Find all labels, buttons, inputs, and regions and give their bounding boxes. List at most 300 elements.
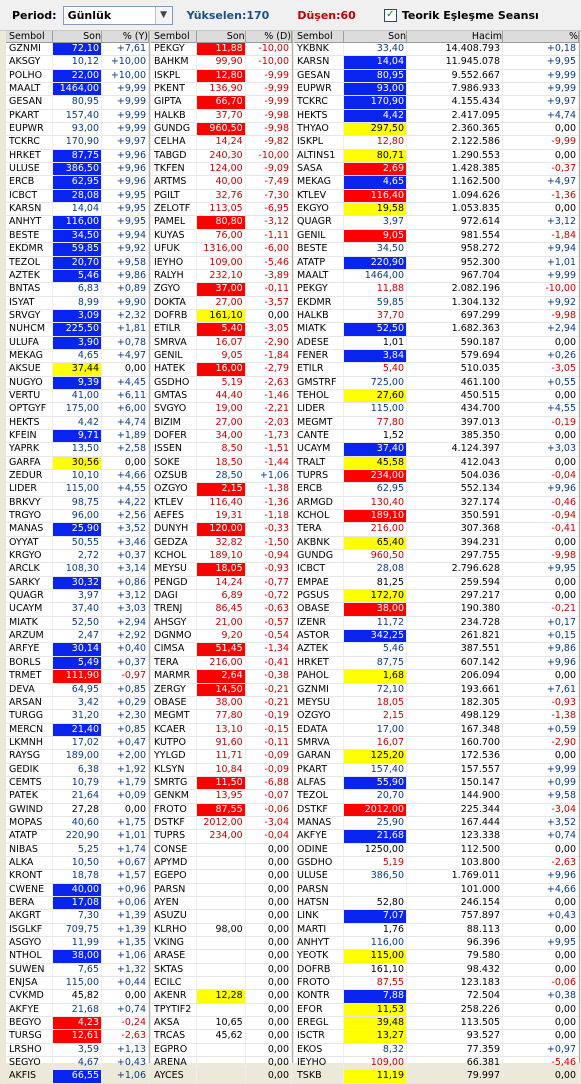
table-row[interactable] <box>294 56 579 69</box>
table-row[interactable] <box>151 323 292 336</box>
table-row[interactable] <box>294 710 579 723</box>
table-row[interactable] <box>6 70 149 83</box>
table-row[interactable] <box>151 990 292 1003</box>
table-row[interactable] <box>151 790 292 803</box>
table-row[interactable] <box>6 350 149 363</box>
table-row[interactable] <box>294 577 579 590</box>
cell-volume: 96.396 <box>407 937 503 949</box>
column-header-change[interactable]: % (D) <box>246 31 292 42</box>
table-row[interactable] <box>151 977 292 990</box>
table-row[interactable] <box>6 830 149 843</box>
cell-volume: 697.299 <box>407 310 503 322</box>
table-row[interactable] <box>294 1070 579 1083</box>
table-row[interactable] <box>151 390 292 403</box>
table-row[interactable] <box>294 897 579 910</box>
table-row[interactable] <box>294 950 579 963</box>
table-row[interactable] <box>294 43 579 56</box>
table-row[interactable] <box>6 43 149 56</box>
cell-change-percent: 0,00 <box>503 924 579 936</box>
table-row[interactable] <box>6 56 149 69</box>
column-header-volume[interactable]: Hacim <box>407 31 503 42</box>
table-row[interactable] <box>294 1017 579 1030</box>
cell-change-percent: +3,12 <box>102 590 149 602</box>
table-row[interactable] <box>151 1017 292 1030</box>
table-row[interactable] <box>6 377 149 390</box>
column-header-symbol[interactable]: Sembol <box>294 31 344 42</box>
table-row[interactable] <box>151 537 292 550</box>
table-row[interactable] <box>151 1044 292 1057</box>
column-header-last[interactable]: Son <box>197 31 245 42</box>
cell-change-percent: +4,97 <box>102 350 149 362</box>
table-row[interactable] <box>6 737 149 750</box>
cell-volume: 579.694 <box>407 350 503 362</box>
table-row[interactable] <box>151 764 292 777</box>
table-row[interactable] <box>151 297 292 310</box>
cell-last-price: 21,64 <box>53 790 102 802</box>
table-row[interactable] <box>151 724 292 737</box>
table-row[interactable] <box>151 697 292 710</box>
column-header-change[interactable]: % <box>503 31 579 42</box>
table-row[interactable] <box>294 790 579 803</box>
table-row[interactable] <box>294 150 579 163</box>
table-row[interactable] <box>151 1057 292 1070</box>
table-row[interactable] <box>6 710 149 723</box>
table-row[interactable] <box>294 203 579 216</box>
table-row[interactable] <box>6 617 149 630</box>
table-row[interactable] <box>151 550 292 563</box>
table-row[interactable] <box>6 1017 149 1030</box>
table-row[interactable] <box>151 804 292 817</box>
theoretical-session-toggle[interactable] <box>384 9 539 22</box>
table-row[interactable] <box>151 123 292 136</box>
table-row[interactable] <box>294 884 579 897</box>
cell-change-percent: +2,56 <box>102 510 149 522</box>
table-row[interactable] <box>151 563 292 576</box>
table-row[interactable] <box>151 884 292 897</box>
cell-last-price: 3,90 <box>53 337 102 349</box>
table-row[interactable] <box>6 110 149 123</box>
table-row[interactable] <box>294 443 579 456</box>
table-row[interactable] <box>294 497 579 510</box>
table-row[interactable] <box>6 96 149 109</box>
cell-symbol: OZGYO <box>151 483 197 495</box>
table-row[interactable] <box>6 283 149 296</box>
table-row[interactable] <box>294 777 579 790</box>
table-row[interactable] <box>151 657 292 670</box>
cell-symbol: GMSTRF <box>294 377 344 389</box>
table-row[interactable] <box>6 216 149 229</box>
table-row[interactable] <box>294 924 579 937</box>
table-row[interactable] <box>6 123 149 136</box>
table-row[interactable] <box>294 257 579 270</box>
table-row[interactable] <box>294 310 579 323</box>
cell-symbol: LIDER <box>294 403 344 415</box>
table-row[interactable] <box>6 697 149 710</box>
table-row[interactable] <box>6 497 149 510</box>
table-row[interactable] <box>294 964 579 977</box>
table-row[interactable] <box>6 657 149 670</box>
cell-change-percent: -0,41 <box>503 523 579 535</box>
cell-symbol: SMRVA <box>151 337 197 349</box>
table-row[interactable] <box>151 257 292 270</box>
table-row[interactable] <box>294 817 579 830</box>
cell-last-price <box>197 884 245 896</box>
table-row[interactable] <box>294 297 579 310</box>
table-row[interactable] <box>6 817 149 830</box>
table-row[interactable] <box>151 1070 292 1083</box>
table-row[interactable] <box>151 710 292 723</box>
table-row[interactable] <box>294 390 579 403</box>
table-row[interactable] <box>151 270 292 283</box>
chevron-down-icon[interactable]: ▼ <box>155 7 172 24</box>
table-row[interactable] <box>294 243 579 256</box>
table-row[interactable] <box>6 457 149 470</box>
cell-volume: 150.147 <box>407 777 503 789</box>
table-row[interactable] <box>6 550 149 563</box>
table-row[interactable] <box>151 750 292 763</box>
table-row[interactable] <box>151 603 292 616</box>
table-row[interactable] <box>294 430 579 443</box>
cell-change-percent: +10,00 <box>102 70 149 82</box>
table-row[interactable] <box>6 1070 149 1083</box>
cell-change-percent: +6,11 <box>102 390 149 402</box>
table-row[interactable] <box>151 830 292 843</box>
table-row[interactable] <box>151 670 292 683</box>
table-row[interactable] <box>151 96 292 109</box>
cell-last-price: 93,00 <box>344 83 407 95</box>
table-row[interactable] <box>6 136 149 149</box>
table-row[interactable] <box>6 150 149 163</box>
table-row[interactable] <box>294 657 579 670</box>
table-row[interactable] <box>294 844 579 857</box>
table-header <box>6 31 149 43</box>
table-row[interactable] <box>294 910 579 923</box>
table-row[interactable] <box>294 697 579 710</box>
table-row[interactable] <box>6 443 149 456</box>
cell-change-percent: 0,00 <box>503 430 579 442</box>
table-row[interactable] <box>151 777 292 790</box>
table-row[interactable] <box>6 190 149 203</box>
table-row[interactable] <box>151 470 292 483</box>
cell-change-percent: +4,22 <box>102 497 149 509</box>
table-row[interactable] <box>6 563 149 576</box>
cell-last-price: 62,95 <box>53 176 102 188</box>
table-row[interactable] <box>151 897 292 910</box>
table-row[interactable] <box>294 764 579 777</box>
table-row[interactable] <box>6 230 149 243</box>
table-row[interactable] <box>6 924 149 937</box>
table-row[interactable] <box>151 643 292 656</box>
cell-last-price: 30,14 <box>53 643 102 655</box>
table-row[interactable] <box>294 123 579 136</box>
table-row[interactable] <box>151 83 292 96</box>
cell-volume: 246.154 <box>407 897 503 909</box>
table-row[interactable] <box>151 590 292 603</box>
table-row[interactable] <box>294 977 579 990</box>
table-row[interactable] <box>6 977 149 990</box>
table-row[interactable] <box>6 937 149 950</box>
checkbox-icon[interactable]: ✓ <box>384 9 397 22</box>
table-row[interactable] <box>151 617 292 630</box>
falling-count: Düşen:60 <box>297 8 356 22</box>
cell-symbol: CELHA <box>151 136 197 148</box>
table-row[interactable] <box>6 964 149 977</box>
table-row[interactable] <box>294 417 579 430</box>
table-row[interactable] <box>294 630 579 643</box>
table-row[interactable] <box>294 176 579 189</box>
table-row[interactable] <box>6 323 149 336</box>
table-row[interactable] <box>294 83 579 96</box>
table-row[interactable] <box>151 510 292 523</box>
table-row[interactable] <box>294 590 579 603</box>
table-row[interactable] <box>151 937 292 950</box>
cell-last-price: 4,65 <box>53 350 102 362</box>
table-row[interactable] <box>294 483 579 496</box>
table-row[interactable] <box>294 750 579 763</box>
table-row[interactable] <box>6 577 149 590</box>
table-row[interactable] <box>294 724 579 737</box>
table-row[interactable] <box>294 990 579 1003</box>
cell-volume: 297.217 <box>407 590 503 602</box>
cell-last-price: 1,52 <box>344 430 407 442</box>
table-row[interactable] <box>151 110 292 123</box>
cell-change-percent: -0,21 <box>503 603 579 615</box>
table-row[interactable] <box>6 430 149 443</box>
table-row[interactable] <box>151 950 292 963</box>
table-row[interactable] <box>294 857 579 870</box>
table-row[interactable] <box>294 830 579 843</box>
table-row[interactable] <box>6 870 149 883</box>
table-row[interactable] <box>151 56 292 69</box>
table-row[interactable] <box>294 323 579 336</box>
cell-last-price: 115,00 <box>344 950 407 962</box>
table-row[interactable] <box>151 417 292 430</box>
table-row[interactable] <box>6 750 149 763</box>
table-row[interactable] <box>6 176 149 189</box>
table-row[interactable] <box>294 470 579 483</box>
table-row[interactable] <box>6 790 149 803</box>
table-row[interactable] <box>6 884 149 897</box>
table-row[interactable] <box>294 136 579 149</box>
cell-volume: 123.183 <box>407 977 503 989</box>
table-row[interactable] <box>6 203 149 216</box>
table-row[interactable] <box>6 470 149 483</box>
table-row[interactable] <box>294 363 579 376</box>
table-row[interactable] <box>294 737 579 750</box>
cell-change-percent: -1,36 <box>246 497 292 509</box>
table-row[interactable] <box>6 643 149 656</box>
column-header-last[interactable]: Son <box>344 31 407 42</box>
table-row[interactable] <box>294 804 579 817</box>
table-row[interactable] <box>6 270 149 283</box>
table-row[interactable] <box>294 283 579 296</box>
table-row[interactable] <box>294 523 579 536</box>
table-row[interactable] <box>294 270 579 283</box>
table-row[interactable] <box>294 684 579 697</box>
table-row[interactable] <box>294 337 579 350</box>
table-row[interactable] <box>294 163 579 176</box>
table-row[interactable] <box>6 603 149 616</box>
table-row[interactable] <box>151 630 292 643</box>
table-row[interactable] <box>6 483 149 496</box>
table-row[interactable] <box>294 216 579 229</box>
table-row[interactable] <box>6 310 149 323</box>
cell-symbol: BORLS <box>6 657 53 669</box>
table-row[interactable] <box>294 350 579 363</box>
cell-change-percent: -1,36 <box>503 190 579 202</box>
table-row[interactable] <box>6 990 149 1003</box>
table-row[interactable] <box>294 937 579 950</box>
table-row[interactable] <box>294 617 579 630</box>
table-row[interactable] <box>6 724 149 737</box>
table-row[interactable] <box>294 510 579 523</box>
table-row[interactable] <box>294 603 579 616</box>
table-row[interactable] <box>151 457 292 470</box>
table-row[interactable] <box>151 190 292 203</box>
cell-symbol: TPYTIF2 <box>151 1004 197 1016</box>
table-row[interactable] <box>6 1030 149 1043</box>
table-row[interactable] <box>6 337 149 350</box>
cell-change-percent: +9,95 <box>503 937 579 949</box>
cell-symbol: DAGI <box>151 590 197 602</box>
table-row[interactable] <box>151 817 292 830</box>
cell-change-percent: 0,00 <box>246 844 292 856</box>
table-row[interactable] <box>6 804 149 817</box>
table-row[interactable] <box>151 403 292 416</box>
table-row[interactable] <box>6 777 149 790</box>
table-row[interactable] <box>6 523 149 536</box>
column-header-last[interactable]: Son <box>53 31 102 42</box>
table-row[interactable] <box>6 590 149 603</box>
table-row[interactable] <box>151 737 292 750</box>
table-row[interactable] <box>6 630 149 643</box>
table-row[interactable] <box>294 550 579 563</box>
cell-change-percent: 0,00 <box>246 1044 292 1056</box>
table-row[interactable] <box>151 377 292 390</box>
table-row[interactable] <box>151 483 292 496</box>
table-row[interactable] <box>151 964 292 977</box>
column-header-symbol[interactable]: Sembol <box>151 31 197 42</box>
table-row[interactable] <box>294 110 579 123</box>
table-row[interactable] <box>6 857 149 870</box>
cell-last-price: 80,95 <box>344 70 407 82</box>
table-row[interactable] <box>151 203 292 216</box>
table-row[interactable] <box>6 897 149 910</box>
table-row[interactable] <box>151 910 292 923</box>
table-row[interactable] <box>6 163 149 176</box>
table-row[interactable] <box>151 430 292 443</box>
table-row[interactable] <box>294 1030 579 1043</box>
table-row[interactable] <box>294 377 579 390</box>
table-row[interactable] <box>294 1057 579 1070</box>
table-row[interactable] <box>294 870 579 883</box>
table-row[interactable] <box>151 230 292 243</box>
table-row[interactable] <box>6 243 149 256</box>
table-row[interactable] <box>151 363 292 376</box>
table-row[interactable] <box>151 283 292 296</box>
column-header-change[interactable]: % (Y) <box>102 31 149 42</box>
table-row[interactable] <box>151 337 292 350</box>
cell-change-percent: -7,49 <box>246 176 292 188</box>
table-row[interactable] <box>294 1004 579 1017</box>
table-row[interactable] <box>294 643 579 656</box>
table-row[interactable] <box>151 310 292 323</box>
table-row[interactable] <box>294 457 579 470</box>
table-row[interactable] <box>6 1057 149 1070</box>
table-row[interactable] <box>294 96 579 109</box>
table-row[interactable] <box>151 350 292 363</box>
cell-last-price: 11,88 <box>344 283 407 295</box>
table-row[interactable] <box>6 844 149 857</box>
table-row[interactable] <box>151 1004 292 1017</box>
cell-last-price: 2012,00 <box>197 817 245 829</box>
table-row[interactable] <box>6 403 149 416</box>
table-row[interactable] <box>294 670 579 683</box>
table-row[interactable] <box>6 510 149 523</box>
table-row[interactable] <box>6 363 149 376</box>
table-row[interactable] <box>6 537 149 550</box>
table-row[interactable] <box>151 136 292 149</box>
table-row[interactable] <box>294 537 579 550</box>
table-row[interactable] <box>151 870 292 883</box>
cell-change-percent: -9,99 <box>246 83 292 95</box>
table-row[interactable] <box>151 150 292 163</box>
table-row[interactable] <box>294 563 579 576</box>
table-row[interactable] <box>151 1030 292 1043</box>
table-row[interactable] <box>151 577 292 590</box>
table-row[interactable] <box>294 70 579 83</box>
table-row[interactable] <box>6 684 149 697</box>
table-row[interactable] <box>6 670 149 683</box>
table-row[interactable] <box>151 443 292 456</box>
table-row[interactable] <box>6 257 149 270</box>
column-header-symbol[interactable]: Sembol <box>6 31 53 42</box>
table-row[interactable] <box>294 230 579 243</box>
table-row[interactable] <box>6 1004 149 1017</box>
cell-last-price: 33,40 <box>344 43 407 55</box>
table-row[interactable] <box>6 83 149 96</box>
table-row[interactable] <box>6 764 149 777</box>
table-row[interactable] <box>6 950 149 963</box>
cell-change-percent: +9,96 <box>503 870 579 882</box>
table-row[interactable] <box>294 1044 579 1057</box>
table-row[interactable] <box>151 497 292 510</box>
table-row[interactable] <box>151 684 292 697</box>
table-row[interactable] <box>151 216 292 229</box>
cell-symbol: TERA <box>294 523 344 535</box>
table-row[interactable] <box>151 523 292 536</box>
cell-change-percent: -9,98 <box>503 310 579 322</box>
table-row[interactable] <box>151 243 292 256</box>
table-row[interactable] <box>294 190 579 203</box>
table-row[interactable] <box>151 163 292 176</box>
table-row[interactable] <box>151 857 292 870</box>
table-row[interactable] <box>6 390 149 403</box>
table-row[interactable] <box>151 70 292 83</box>
table-row[interactable] <box>151 176 292 189</box>
table-row[interactable] <box>6 910 149 923</box>
table-row[interactable] <box>6 417 149 430</box>
table-row[interactable] <box>151 43 292 56</box>
table-row[interactable] <box>151 924 292 937</box>
table-row[interactable] <box>294 403 579 416</box>
table-row[interactable] <box>6 297 149 310</box>
period-select[interactable] <box>63 6 173 25</box>
table-row[interactable] <box>6 1044 149 1057</box>
cell-symbol: ECILC <box>151 977 197 989</box>
table-row[interactable] <box>151 844 292 857</box>
cell-last-price: 30,56 <box>53 457 102 469</box>
